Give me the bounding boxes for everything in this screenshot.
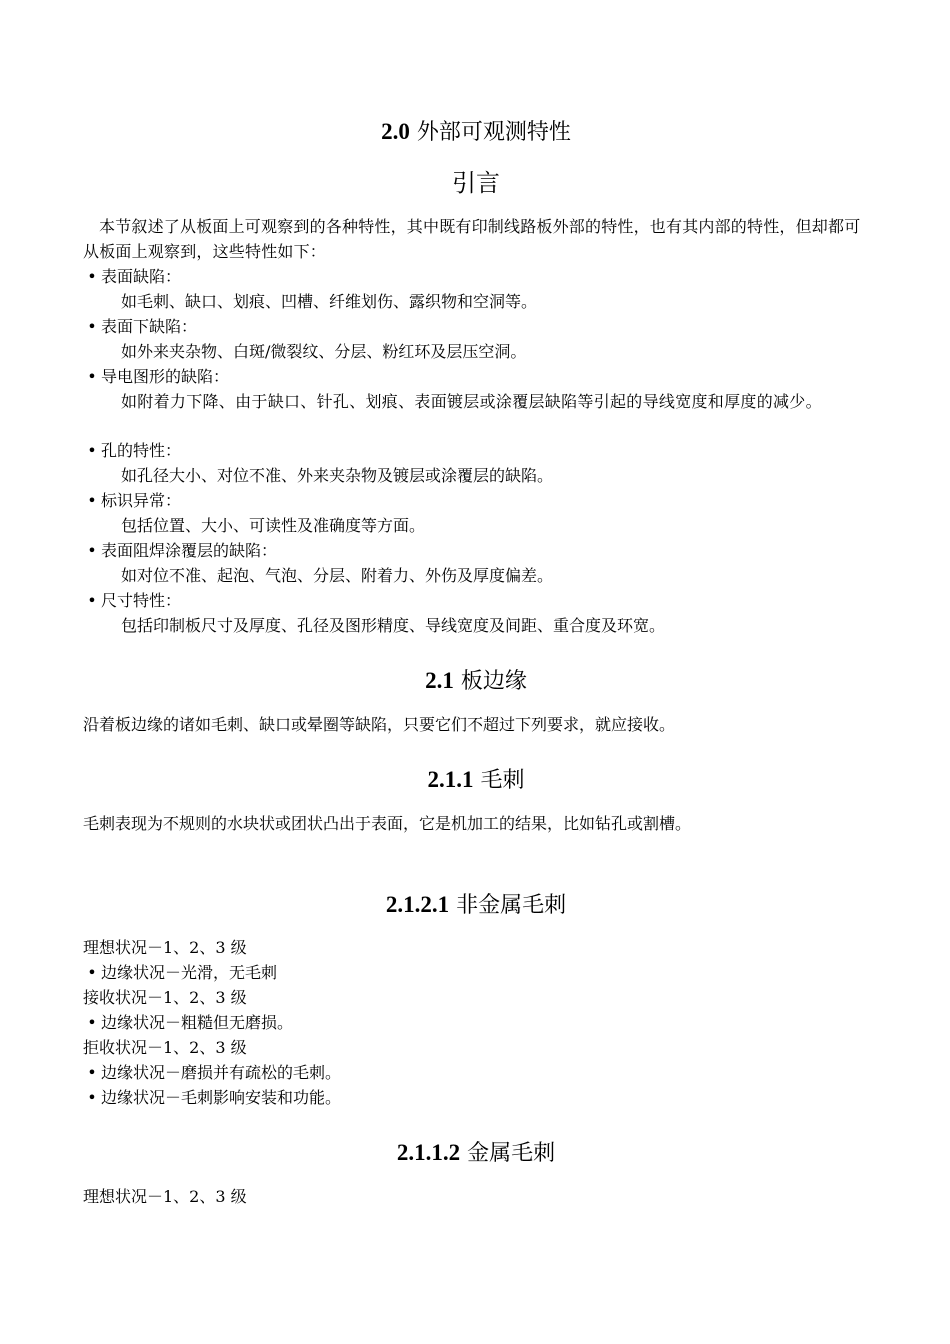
heading-number: 2.1.2.1: [385, 892, 450, 917]
feature-detail: 包括位置、大小、可读性及准确度等方面。: [121, 516, 426, 535]
heading-title: 毛刺: [473, 768, 525, 793]
bullet-icon: •: [87, 541, 97, 560]
heading-title: 非金属毛刺: [449, 893, 567, 918]
section-heading-2-1-1-2: [83, 1138, 869, 1169]
condition-line: 理想状况－1、2、3 级: [83, 1187, 247, 1206]
feature-label: • 孔的特性：: [83, 438, 869, 463]
heading-title: 板边缘: [453, 669, 527, 694]
section-heading-2-1: [83, 666, 869, 697]
bullet-icon: •: [87, 441, 97, 460]
condition-line: 拒收状况－1、2、3 级: [83, 1038, 247, 1057]
condition-bullet: • 边缘状况－磨损并有疏松的毛刺。: [83, 1060, 869, 1085]
feature-label: • 表面缺陷：: [83, 264, 869, 289]
condition-line: 理想状况－1、2、3 级: [83, 938, 247, 957]
feature-detail: 如对位不准、起泡、气泡、分层、附着力、外伤及厚度偏差。: [121, 566, 554, 585]
bullet-icon: •: [87, 1013, 97, 1032]
heading-title: 金属毛刺: [460, 1141, 556, 1166]
heading-number: 2.0: [381, 119, 410, 144]
condition-bullet: • 边缘状况－粗糙但无磨损。: [83, 1010, 869, 1035]
bullet-icon: •: [87, 963, 97, 982]
feature-detail: 如附着力下降、由于缺口、针孔、划痕、表面镀层或涂覆层缺陷等引起的导线宽度和厚度的减少。: [121, 392, 822, 411]
bullet-icon: •: [87, 317, 97, 336]
heading-number: 2.1: [425, 668, 454, 693]
condition-line: 接收状况－1、2、3 级: [83, 988, 247, 1007]
heading-title: 外部可观测特性: [409, 120, 571, 145]
section-heading-2-1-1: [83, 765, 869, 796]
heading-number: 2.1.1.2: [396, 1140, 461, 1165]
intro-heading: 引言: [452, 169, 500, 197]
bullet-icon: •: [87, 491, 97, 510]
bullet-icon: •: [87, 267, 97, 286]
section-body: 沿着板边缘的诸如毛刺、缺口或晕圈等缺陷，只要它们不超过下列要求，就应接收。: [83, 715, 676, 734]
bullet-icon: •: [87, 1063, 97, 1082]
feature-label: • 标识异常：: [83, 488, 869, 513]
condition-bullet: • 边缘状况－毛刺影响安装和功能。: [83, 1085, 869, 1110]
feature-detail: 包括印制板尺寸及厚度、孔径及图形精度、导线宽度及间距、重合度及环宽。: [121, 616, 666, 635]
section-heading-2-1-2-1: [83, 890, 869, 921]
feature-label: • 导电图形的缺陷：: [83, 364, 869, 389]
feature-detail: 如毛刺、缺口、划痕、凹槽、纤维划伤、露织物和空洞等。: [121, 292, 538, 311]
bullet-icon: •: [87, 591, 97, 610]
intro-paragraph: 本节叙述了从板面上可观察到的各种特性，其中既有印制线路板外部的特性，也有其内部的特性，但却都可从板面上观察到，这些特性如下：: [83, 217, 861, 261]
feature-detail: 如孔径大小、对位不准、外来夹杂物及镀层或涂覆层的缺陷。: [121, 466, 554, 485]
condition-bullet: • 边缘状况－光滑，无毛刺: [83, 960, 869, 985]
feature-detail: 如外来夹杂物、白斑/微裂纹、分层、粉红环及层压空洞。: [121, 342, 527, 361]
feature-label: • 表面下缺陷：: [83, 314, 869, 339]
heading-number: 2.1.1: [427, 767, 474, 792]
feature-label: • 尺寸特性：: [83, 588, 869, 613]
section-body: 毛刺表现为不规则的水块状或团状凸出于表面，它是机加工的结果，比如钻孔或割槽。: [83, 814, 692, 833]
section-heading-2-0: [83, 117, 869, 148]
feature-label: • 表面阻焊涂覆层的缺陷：: [83, 538, 869, 563]
bullet-icon: •: [87, 1088, 97, 1107]
bullet-icon: •: [87, 367, 97, 386]
